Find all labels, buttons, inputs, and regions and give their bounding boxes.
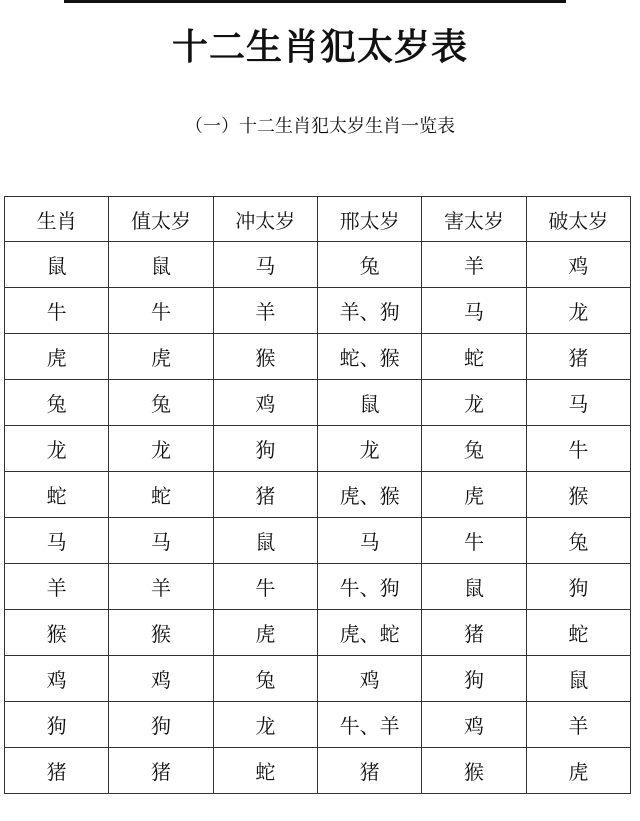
table-row <box>5 748 631 794</box>
table-cell-zhi-tai-sui: 狗 <box>109 702 213 748</box>
table-cell-xing-tai-sui: 兔 <box>317 242 421 288</box>
table-cell-xing-tai-sui: 牛、狗 <box>317 564 421 610</box>
table-cell-hai-tai-sui: 狗 <box>422 656 526 702</box>
table-cell-xing-tai-sui: 羊、狗 <box>317 288 421 334</box>
table-cell-hai-tai-sui: 虎 <box>422 472 526 518</box>
table-cell-po-tai-sui: 兔 <box>526 518 630 564</box>
table-cell-hai-tai-sui: 猴 <box>422 748 526 794</box>
table-cell-zhi-tai-sui: 鼠 <box>109 242 213 288</box>
table-row <box>5 288 631 334</box>
table-cell-chong-tai-sui: 鸡 <box>213 380 317 426</box>
table-cell-zhi-tai-sui: 猪 <box>109 748 213 794</box>
table-cell-zodiac: 羊 <box>5 564 109 610</box>
table-cell-chong-tai-sui: 牛 <box>213 564 317 610</box>
table-cell-chong-tai-sui: 龙 <box>213 702 317 748</box>
table-row <box>5 564 631 610</box>
table-cell-po-tai-sui: 虎 <box>526 748 630 794</box>
table-row <box>5 242 631 288</box>
table-cell-hai-tai-sui: 马 <box>422 288 526 334</box>
table-cell-xing-tai-sui: 牛、羊 <box>317 702 421 748</box>
table-cell-chong-tai-sui: 羊 <box>213 288 317 334</box>
table-cell-zhi-tai-sui: 猴 <box>109 610 213 656</box>
table-cell-xing-tai-sui: 虎、蛇 <box>317 610 421 656</box>
table-cell-xing-tai-sui: 鸡 <box>317 656 421 702</box>
table-row <box>5 472 631 518</box>
table-cell-zodiac: 蛇 <box>5 472 109 518</box>
table-cell-chong-tai-sui: 蛇 <box>213 748 317 794</box>
table-cell-zodiac: 鸡 <box>5 656 109 702</box>
table-cell-po-tai-sui: 猴 <box>526 472 630 518</box>
table-cell-po-tai-sui: 鼠 <box>526 656 630 702</box>
table-cell-zodiac: 马 <box>5 518 109 564</box>
column-header-chong-tai-sui: 冲太岁 <box>213 197 317 242</box>
table-cell-zhi-tai-sui: 虎 <box>109 334 213 380</box>
table-cell-zhi-tai-sui: 牛 <box>109 288 213 334</box>
table-header-row <box>5 197 631 242</box>
table-row <box>5 656 631 702</box>
table-cell-chong-tai-sui: 兔 <box>213 656 317 702</box>
table-cell-zhi-tai-sui: 龙 <box>109 426 213 472</box>
column-header-po-tai-sui: 破太岁 <box>526 197 630 242</box>
table-cell-hai-tai-sui: 兔 <box>422 426 526 472</box>
page-title: 十二生肖犯太岁表 <box>171 26 468 68</box>
table-cell-zodiac: 龙 <box>5 426 109 472</box>
table-cell-zhi-tai-sui: 蛇 <box>109 472 213 518</box>
table-cell-chong-tai-sui: 鼠 <box>213 518 317 564</box>
column-header-zhi-tai-sui: 值太岁 <box>109 197 213 242</box>
table-cell-hai-tai-sui: 牛 <box>422 518 526 564</box>
table-cell-po-tai-sui: 牛 <box>526 426 630 472</box>
table-cell-zodiac: 虎 <box>5 334 109 380</box>
page-subtitle: （一）十二生肖犯太岁生肖一览表 <box>185 116 455 137</box>
table-cell-po-tai-sui: 龙 <box>526 288 630 334</box>
table-cell-zhi-tai-sui: 羊 <box>109 564 213 610</box>
table-cell-hai-tai-sui: 蛇 <box>422 334 526 380</box>
table-cell-zhi-tai-sui: 兔 <box>109 380 213 426</box>
table-cell-zodiac: 兔 <box>5 380 109 426</box>
table-cell-po-tai-sui: 蛇 <box>526 610 630 656</box>
table-cell-zodiac: 鼠 <box>5 242 109 288</box>
column-header-hai-tai-sui: 害太岁 <box>422 197 526 242</box>
table-row <box>5 380 631 426</box>
table-cell-po-tai-sui: 狗 <box>526 564 630 610</box>
table-cell-hai-tai-sui: 鸡 <box>422 702 526 748</box>
table-cell-chong-tai-sui: 猪 <box>213 472 317 518</box>
table-cell-xing-tai-sui: 蛇、猴 <box>317 334 421 380</box>
table-cell-zodiac: 猪 <box>5 748 109 794</box>
table-cell-po-tai-sui: 羊 <box>526 702 630 748</box>
table-cell-zodiac: 牛 <box>5 288 109 334</box>
table-cell-chong-tai-sui: 虎 <box>213 610 317 656</box>
table-cell-xing-tai-sui: 马 <box>317 518 421 564</box>
table-cell-hai-tai-sui: 鼠 <box>422 564 526 610</box>
table-cell-xing-tai-sui: 虎、猴 <box>317 472 421 518</box>
table-cell-chong-tai-sui: 猴 <box>213 334 317 380</box>
table-row <box>5 426 631 472</box>
table-row <box>5 610 631 656</box>
table-row <box>5 334 631 380</box>
table-cell-zhi-tai-sui: 马 <box>109 518 213 564</box>
table-body <box>5 242 631 794</box>
table-cell-xing-tai-sui: 猪 <box>317 748 421 794</box>
table-row <box>5 518 631 564</box>
table-row <box>5 702 631 748</box>
column-header-zodiac: 生肖 <box>5 197 109 242</box>
table-cell-zhi-tai-sui: 鸡 <box>109 656 213 702</box>
top-rule <box>64 0 566 3</box>
table-cell-chong-tai-sui: 马 <box>213 242 317 288</box>
column-header-xing-tai-sui: 邢太岁 <box>317 197 421 242</box>
table-cell-xing-tai-sui: 鼠 <box>317 380 421 426</box>
table-cell-zodiac: 猴 <box>5 610 109 656</box>
table-cell-hai-tai-sui: 猪 <box>422 610 526 656</box>
table-cell-chong-tai-sui: 狗 <box>213 426 317 472</box>
table-cell-po-tai-sui: 猪 <box>526 334 630 380</box>
table-cell-po-tai-sui: 马 <box>526 380 630 426</box>
table-cell-xing-tai-sui: 龙 <box>317 426 421 472</box>
table-cell-zodiac: 狗 <box>5 702 109 748</box>
tai-sui-table <box>4 196 631 794</box>
table-cell-po-tai-sui: 鸡 <box>526 242 630 288</box>
table-cell-hai-tai-sui: 羊 <box>422 242 526 288</box>
table-cell-hai-tai-sui: 龙 <box>422 380 526 426</box>
